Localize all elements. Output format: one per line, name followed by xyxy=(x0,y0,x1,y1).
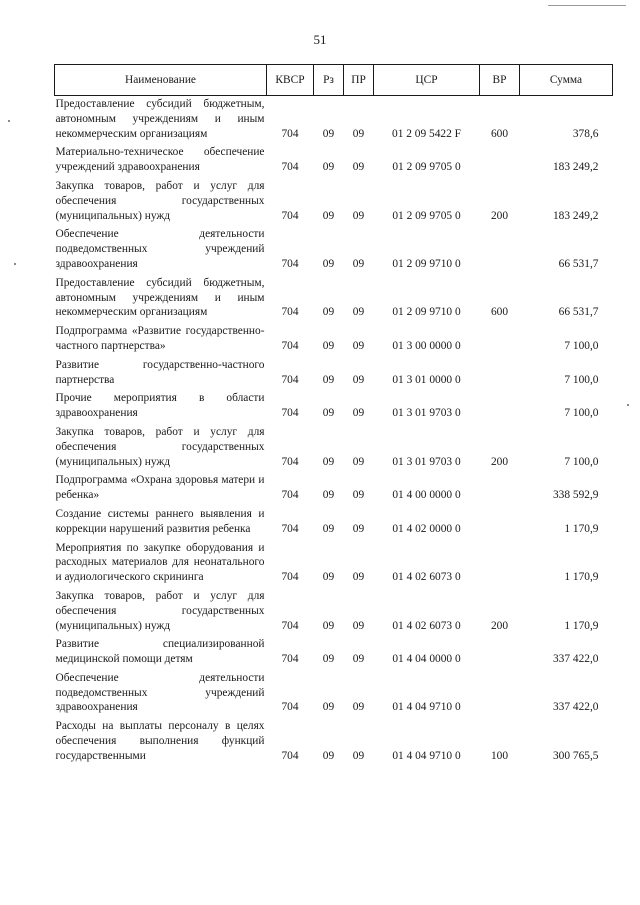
row-csr: 01 3 01 9703 0 xyxy=(392,407,461,420)
row-pr: 09 xyxy=(352,571,365,584)
row-name: Закупка товаров, работ и услуг для обеспечения государственных (муниципальных) нужд xyxy=(55,179,265,222)
row-sum: 1 170,9 xyxy=(564,522,599,535)
row-rz: 09 xyxy=(322,306,335,319)
row-kvsr: 704 xyxy=(281,127,299,140)
table-row xyxy=(55,472,613,506)
row-vr xyxy=(480,636,520,670)
row-rz: 09 xyxy=(322,339,335,352)
row-rz: 09 xyxy=(322,619,335,632)
row-kvsr: 704 xyxy=(281,455,299,468)
row-vr xyxy=(480,144,520,178)
row-name: Подпрограмма «Охрана здоровья матери и ребенка» xyxy=(55,474,265,502)
row-name: Предоставление субсидий бюджетным, автономным учреждениям и иным некоммерческим организациям xyxy=(55,98,265,140)
row-kvsr: 704 xyxy=(281,489,299,502)
row-pr: 09 xyxy=(352,339,365,352)
table-row xyxy=(55,144,613,178)
row-csr: 01 4 02 6073 0 xyxy=(392,619,461,632)
row-vr xyxy=(480,540,520,588)
header-csr: ЦСР xyxy=(374,65,480,96)
row-vr: 200 xyxy=(490,455,509,468)
row-name: Развитие специализированной медицинской помощи детям xyxy=(55,638,265,666)
row-rz: 09 xyxy=(322,489,335,502)
row-sum: 1 170,9 xyxy=(564,571,599,584)
header-name: Наименование xyxy=(55,65,267,96)
row-csr: 01 4 02 6073 0 xyxy=(392,571,461,584)
row-sum: 337 422,0 xyxy=(552,701,599,714)
row-sum: 183 249,2 xyxy=(552,161,599,174)
row-vr xyxy=(480,390,520,424)
row-vr xyxy=(480,357,520,391)
row-sum: 300 765,5 xyxy=(552,749,599,762)
row-vr xyxy=(480,506,520,540)
row-csr: 01 2 09 9710 0 xyxy=(392,257,461,270)
row-vr: 200 xyxy=(490,619,509,632)
row-csr: 01 4 04 9710 0 xyxy=(392,701,461,714)
row-kvsr: 704 xyxy=(281,209,299,222)
row-sum: 378,6 xyxy=(572,127,599,140)
header-vr: ВР xyxy=(480,65,520,96)
row-csr: 01 4 00 0000 0 xyxy=(392,489,461,502)
row-rz: 09 xyxy=(322,455,335,468)
header-pr: ПР xyxy=(344,65,374,96)
row-kvsr: 704 xyxy=(281,749,299,762)
row-pr: 09 xyxy=(352,522,365,535)
row-vr: 200 xyxy=(490,209,509,222)
table-row xyxy=(55,357,613,391)
row-vr xyxy=(480,226,520,274)
scan-speck xyxy=(627,404,629,406)
table-row xyxy=(55,718,613,766)
row-vr: 600 xyxy=(490,127,509,140)
row-name: Расходы на выплаты персоналу в целях обеспечения выполнения функций государственными xyxy=(55,720,265,762)
header-rz: Рз xyxy=(314,65,344,96)
row-pr: 09 xyxy=(352,209,365,222)
row-name: Мероприятия по закупке оборудования и расходных материалов для неонатального и аудиологического скрининга xyxy=(55,541,265,584)
row-rz: 09 xyxy=(322,571,335,584)
row-csr: 01 2 09 5422 F xyxy=(392,127,461,140)
row-sum: 338 592,9 xyxy=(552,489,599,502)
row-name: Развитие государственно-частного партнерства xyxy=(55,358,265,386)
row-vr: 100 xyxy=(490,749,509,762)
row-vr xyxy=(480,472,520,506)
row-pr: 09 xyxy=(352,257,365,270)
row-name: Обеспечение деятельности подведомственных учреждений здравоохранения xyxy=(55,228,265,270)
row-kvsr: 704 xyxy=(281,701,299,714)
row-csr: 01 3 01 0000 0 xyxy=(392,373,461,386)
table-row xyxy=(55,275,613,323)
row-pr: 09 xyxy=(352,489,365,502)
row-sum: 7 100,0 xyxy=(564,339,599,352)
row-rz: 09 xyxy=(322,407,335,420)
row-vr: 600 xyxy=(490,306,509,319)
row-sum: 66 531,7 xyxy=(558,306,599,319)
header-kvsr: КВСР xyxy=(267,65,314,96)
row-pr: 09 xyxy=(352,455,365,468)
table-header-row xyxy=(55,65,613,96)
row-kvsr: 704 xyxy=(281,339,299,352)
row-sum: 7 100,0 xyxy=(564,373,599,386)
row-sum: 183 249,2 xyxy=(552,209,599,222)
table-row xyxy=(55,226,613,274)
table-row xyxy=(55,323,613,357)
table-row xyxy=(55,178,613,226)
row-name: Предоставление субсидий бюджетным, автономным учреждениям и иным некоммерческим организациям xyxy=(55,276,265,319)
row-csr: 01 4 04 0000 0 xyxy=(392,653,461,666)
row-sum: 337 422,0 xyxy=(552,653,599,666)
table-row xyxy=(55,636,613,670)
row-name: Обеспечение деятельности подведомственных учреждений здравоохранения xyxy=(55,671,265,714)
scan-speck xyxy=(8,120,10,122)
row-name: Подпрограмма «Развитие государственно-частного партнерства» xyxy=(55,325,265,352)
row-pr: 09 xyxy=(352,306,365,319)
row-name: Материально-техническое обеспечение учреждений здравоохранения xyxy=(55,146,265,174)
table-row xyxy=(55,588,613,636)
row-vr xyxy=(480,670,520,718)
row-sum: 7 100,0 xyxy=(564,407,599,420)
row-pr: 09 xyxy=(352,161,365,174)
row-rz: 09 xyxy=(322,127,335,140)
row-csr: 01 4 02 0000 0 xyxy=(392,522,461,535)
row-kvsr: 704 xyxy=(281,619,299,632)
row-kvsr: 704 xyxy=(281,653,299,666)
row-vr xyxy=(480,323,520,357)
row-rz: 09 xyxy=(322,749,335,762)
row-name: Закупка товаров, работ и услуг для обеспечения государственных (муниципальных) нужд xyxy=(55,425,265,468)
row-pr: 09 xyxy=(352,407,365,420)
row-sum: 66 531,7 xyxy=(558,257,599,270)
row-pr: 09 xyxy=(352,749,365,762)
scan-speck xyxy=(14,263,16,265)
row-pr: 09 xyxy=(352,127,365,140)
row-kvsr: 704 xyxy=(281,257,299,270)
table-row xyxy=(55,424,613,472)
row-kvsr: 704 xyxy=(281,373,299,386)
table-row xyxy=(55,670,613,718)
row-csr: 01 4 04 9710 0 xyxy=(392,749,461,762)
row-sum: 1 170,9 xyxy=(564,619,599,632)
row-kvsr: 704 xyxy=(281,306,299,319)
table-row xyxy=(55,506,613,540)
header-sum: Сумма xyxy=(520,65,613,96)
row-rz: 09 xyxy=(322,701,335,714)
budget-table xyxy=(54,64,613,767)
table-row xyxy=(55,540,613,588)
row-csr: 01 3 01 9703 0 xyxy=(392,455,461,468)
row-pr: 09 xyxy=(352,701,365,714)
row-rz: 09 xyxy=(322,653,335,666)
table-row xyxy=(55,96,613,145)
row-rz: 09 xyxy=(322,373,335,386)
row-csr: 01 2 09 9710 0 xyxy=(392,306,461,319)
row-csr: 01 2 09 9705 0 xyxy=(392,161,461,174)
row-csr: 01 3 00 0000 0 xyxy=(392,339,461,352)
row-pr: 09 xyxy=(352,653,365,666)
row-kvsr: 704 xyxy=(281,407,299,420)
page-number: 51 xyxy=(313,32,327,47)
row-kvsr: 704 xyxy=(281,522,299,535)
row-name: Прочие мероприятия в области здравоохранения xyxy=(55,392,265,420)
row-csr: 01 2 09 9705 0 xyxy=(392,209,461,222)
row-kvsr: 704 xyxy=(281,571,299,584)
table-row xyxy=(55,390,613,424)
row-sum: 7 100,0 xyxy=(564,455,599,468)
row-pr: 09 xyxy=(352,373,365,386)
row-name: Создание системы раннего выявления и коррекции нарушений развития ребенка xyxy=(55,507,265,535)
scan-edge-line xyxy=(548,5,626,6)
row-name: Закупка товаров, работ и услуг для обеспечения государственных (муниципальных) нужд xyxy=(55,589,265,632)
row-pr: 09 xyxy=(352,619,365,632)
row-rz: 09 xyxy=(322,161,335,174)
row-rz: 09 xyxy=(322,522,335,535)
row-rz: 09 xyxy=(322,257,335,270)
row-rz: 09 xyxy=(322,209,335,222)
row-kvsr: 704 xyxy=(281,161,299,174)
